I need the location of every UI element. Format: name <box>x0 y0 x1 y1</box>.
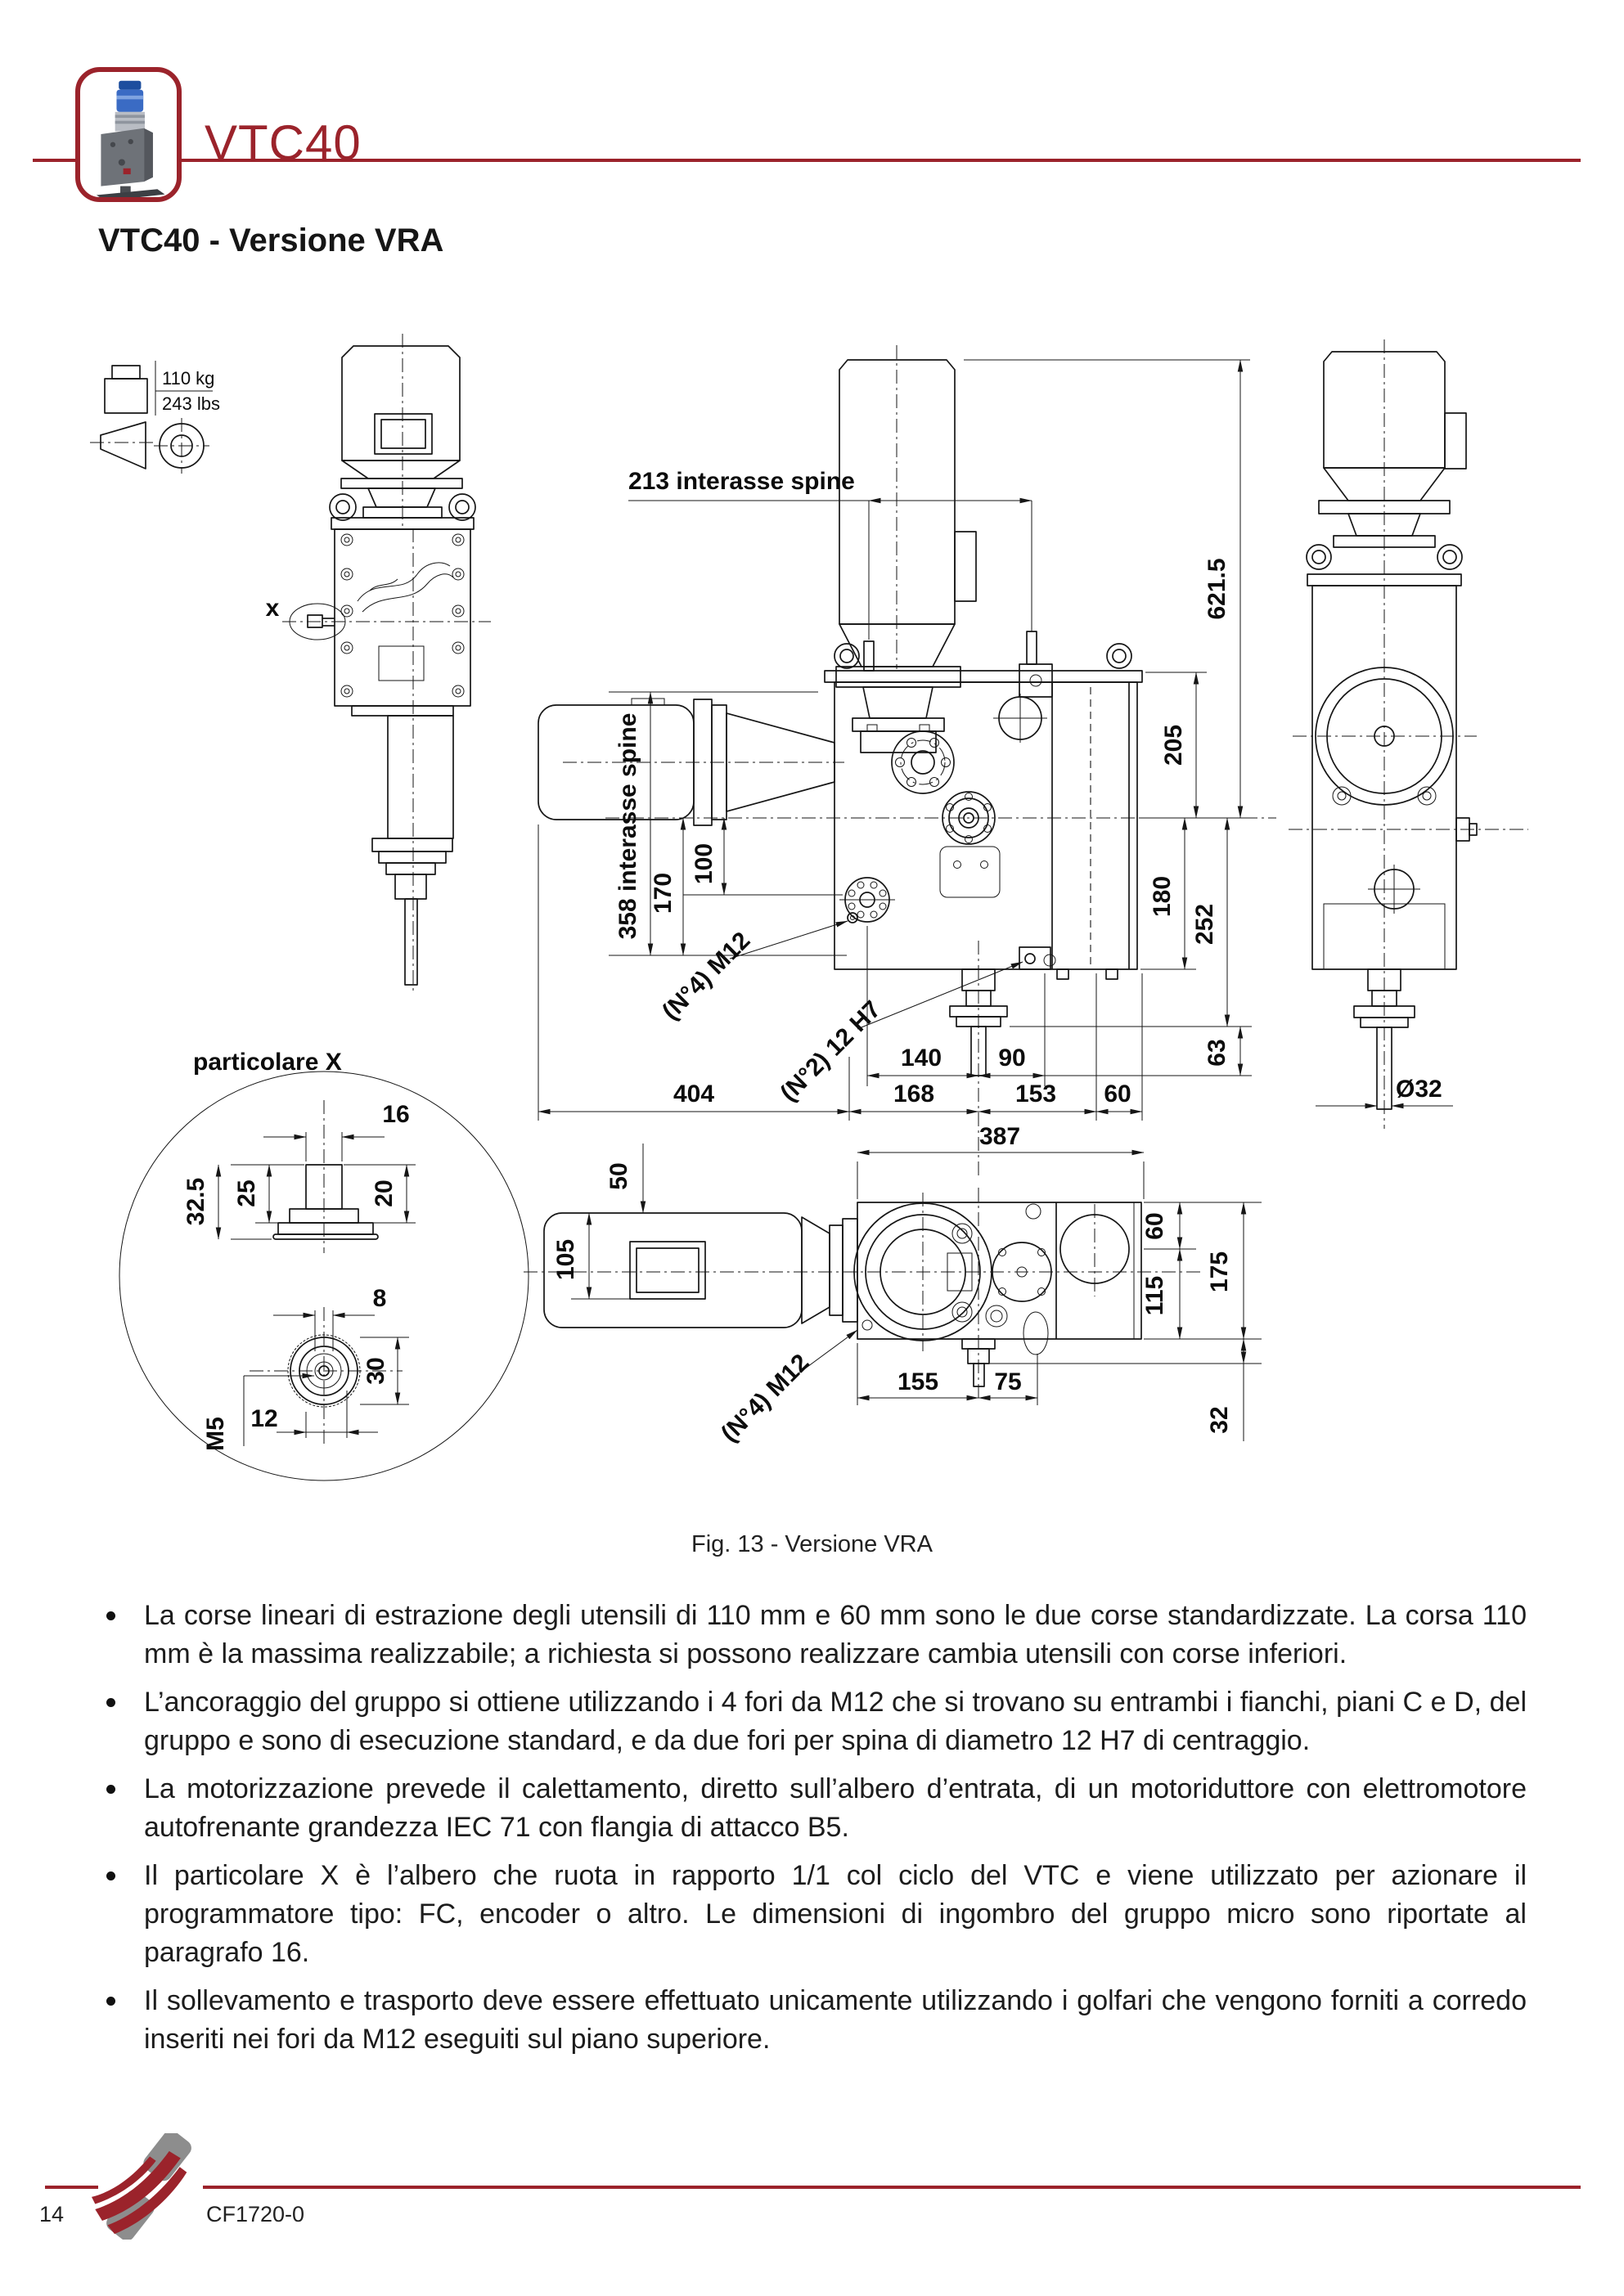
dim-63: 63 <box>1203 1039 1230 1067</box>
section-heading: VTC40 - Versione VRA <box>98 222 444 258</box>
dim-m5: M5 <box>202 1417 229 1451</box>
dim-105: 105 <box>552 1238 579 1281</box>
figure-caption: Fig. 13 - Versione VRA <box>691 1531 933 1557</box>
detail-x <box>119 1049 529 1480</box>
engraved-logo <box>358 563 453 612</box>
product-photo <box>80 72 177 197</box>
dim-32: 32 <box>1206 1406 1233 1434</box>
page-title: VTC40 <box>205 115 362 170</box>
company-logo-icon <box>92 2133 206 2240</box>
view-side-left <box>266 334 491 994</box>
product-badge <box>75 67 182 202</box>
dim-621-5: 621.5 <box>1203 558 1230 620</box>
side-bolts <box>341 534 464 697</box>
dim-75: 75 <box>994 1368 1022 1395</box>
dim-213-label: 213 interasse spine <box>628 468 855 495</box>
list-item: La corse lineari di estrazione degli utensili di 110 mm e 60 mm sono le due corse standardizzate. La corsa 110 mm è la massima realizzabile; a richiesta si possono realizzare cambia utensili con corse inferiori. <box>97 1597 1527 1674</box>
label-m12-bottom: (N°4) M12 <box>716 1349 815 1448</box>
footer-rule-left <box>45 2186 98 2189</box>
dim-115: 115 <box>1141 1275 1168 1316</box>
dim-404: 404 <box>673 1081 715 1108</box>
dim-100: 100 <box>691 842 718 885</box>
dim-60b: 60 <box>1141 1212 1168 1240</box>
dim-32-5: 32.5 <box>182 1177 209 1226</box>
list-item: La motorizzazione prevede il calettamento, diretto sull’albero d’entrata, di un motoriduttore con elettromotore autofrenante grandezza IEC 71 con flangia di attacco B5. <box>97 1770 1527 1847</box>
weight-icon <box>105 361 220 416</box>
front-dimensions <box>538 360 1252 1199</box>
view-side-right <box>1289 339 1528 1129</box>
dim-175: 175 <box>1206 1251 1233 1293</box>
dim-205: 205 <box>1160 724 1187 766</box>
page-number: 14 <box>39 2202 65 2226</box>
dim-168: 168 <box>893 1081 935 1108</box>
dim-180: 180 <box>1149 875 1176 918</box>
footer-rule-right <box>203 2186 1581 2189</box>
detail-title: particolare X <box>193 1049 342 1076</box>
dim-30: 30 <box>362 1357 389 1385</box>
dim-170: 170 <box>650 872 677 914</box>
dim-16: 16 <box>382 1101 410 1128</box>
list-item: L’ancoraggio del gruppo si ottiene utilizzando i 4 fori da M12 che si trovano su entrambi i fianchi, piani C e D, del gruppo e sono di esecuzione standard, e da due fori per spina di diametro 12 H7 di centraggio. <box>97 1683 1527 1760</box>
dim-60: 60 <box>1104 1081 1131 1108</box>
dim-12: 12 <box>250 1405 278 1432</box>
weight-lbs: 243 lbs <box>162 393 220 414</box>
list-item: Il particolare X è l’albero che ruota in rapporto 1/1 col ciclo del VTC e viene utilizzato per azionare il programmatore tipo: FC, encoder o altro. Le dimensioni di ingombro del gruppo micro sono riportate al paragrafo 16. <box>97 1857 1527 1972</box>
label-12h7: (N°2) 12 H7 <box>775 995 887 1108</box>
dim-155: 155 <box>897 1368 939 1395</box>
dim-90: 90 <box>998 1045 1026 1072</box>
label-m12-front: (N°4) M12 <box>657 927 756 1026</box>
dim-358-label: 358 interasse spine <box>614 712 641 940</box>
dim-8: 8 <box>372 1285 387 1312</box>
view-plan <box>524 1144 1262 1447</box>
dim-140: 140 <box>900 1045 942 1072</box>
list-item: Il sollevamento e trasporto deve essere effettuato unicamente utilizzando i golfari che vengono forniti a corredo inseriti nei fori da M12 eseguiti sul piano superiore. <box>97 1982 1527 2059</box>
feature-list <box>97 1597 1527 2069</box>
dim-dia32: Ø32 <box>1396 1076 1442 1103</box>
dim-25: 25 <box>233 1179 260 1207</box>
document-code: CF1720-0 <box>206 2202 305 2226</box>
input-flange <box>892 731 954 793</box>
weight-kg: 110 kg <box>162 368 215 389</box>
dim-50: 50 <box>605 1162 632 1190</box>
dim-20: 20 <box>371 1179 398 1207</box>
dim-153: 153 <box>1014 1081 1057 1108</box>
technical-drawing <box>0 327 1624 1579</box>
dim-252: 252 <box>1191 903 1218 946</box>
projection-symbol-icon <box>90 418 209 474</box>
dim-387: 387 <box>978 1123 1021 1150</box>
x-marker-label: x <box>265 595 280 622</box>
